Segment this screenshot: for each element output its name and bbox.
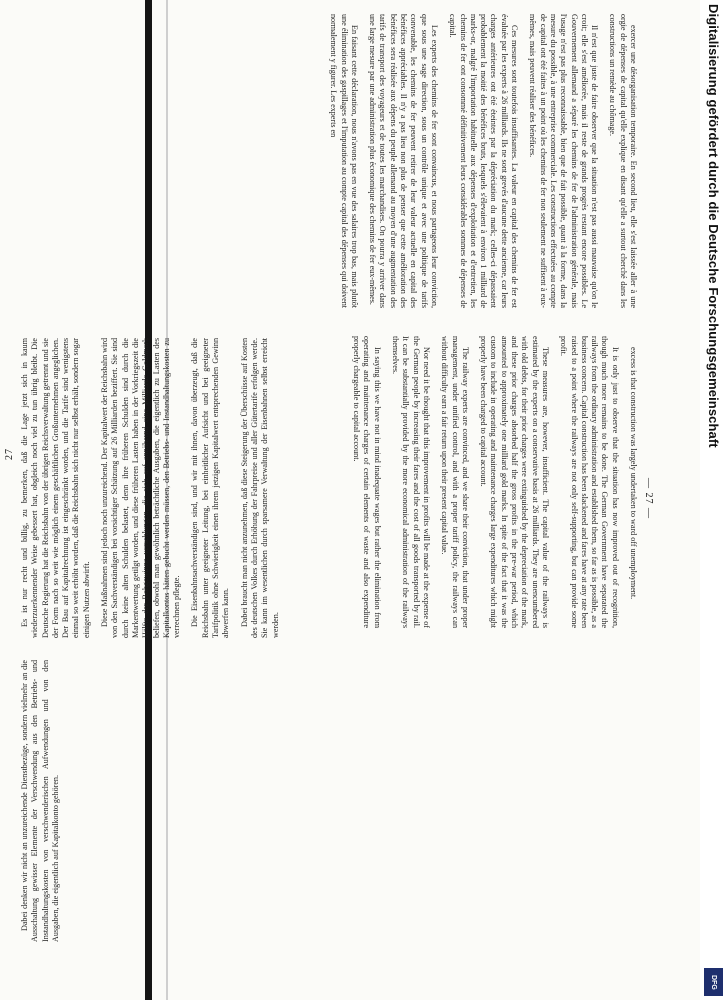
english-paragraph: Nor need it be thought that this improvement in profits will be made at the expense of the German people by increasing their fares and the cost of all goods transported by rail. It can be substantially provided by the more economical administration of the railways themselves. [391,336,431,628]
english-paragraph: excess is that construction was largely undertaken to ward off unemployment. [629,347,638,600]
french-paragraph: Les experts des chemins de fer sont convaincus, et nous partageons leur conviction, que sous une sage direction, sous un contrôle unique et avec une politique de tarifs convenable, les chemins de fer peuvent retirer de leur valeur actuelle en capital des bénéfices appréciables. Il n'y a pas lieu non plus de penser que cette amélioration des bénéfices sera réalisée aux dépens du peuple allemand au moyen d'une augmentation des tarifs de transport des voyageurs et de toutes les marchandises. On pourra y arriver dans une large mesure par une administration plus économique des chemins de fer eux-mêmes. [368,14,439,308]
french-paragraph: exercer une désorganisation temporaire. En second lieu, elle s'est laissée aller à une orgie de dépenses de capital qu'elle explique en disant qu'elle a surtout cherché dans les constructions un remède au chômage. [608,14,638,308]
german-left-column [20,660,140,942]
german-right-column [20,338,280,638]
digitization-credit-sidebar [700,0,727,1000]
page-number-top: — 27 — [643,478,654,519]
german-paragraph: Diese Maßnahmen sind jedoch noch unzureichend. Der Kapitalwert der Reichsbahn wird von den Sachverständigen bei vorsichtiger Schätzung auf 26 Milliarden beziffert. Sie sind durch keine alten Schulden belastet, denn ihre früheren Schulden sind durch die Markentwertung getilgt worden, und diese früheren Lasten haben in der Vorkriegszeit die Hälfte der Rohgewinne verschlungen, die sich auf annähernd eine Milliarde Goldmark beliefen, obwohl man gewöhnlich beträchtliche Ausgaben, die eigentlich zu Lasten des Kapitalkontos hätten gebucht werden müssen, den Betriebs- und Instandhaltungskosten zu verrechnen pflegte. [100,338,182,638]
credit-text: Digitalisierung gefördert durch die Deutsche Forschungsgemeinschaft [706,4,721,448]
german-paragraph: Die Eisenbahnsachverständigen sind, und wir mit ihnen, davon überzeugt, daß die Reichsbahn unter geeigneter Leitung, bei einheitlicher Aufsicht und bei geeigneter Tarifpolitik ohne Schwierigkeit einen ihrem jetzigen Kapitalwert entsprechenden Gewinn abwerfen kann. [190,338,231,638]
dfg-logo: DFG [704,968,723,996]
french-paragraph: Il n'est que juste de faire observer que la situation n'est pas aussi mauvaise qu'on le croit; elle s'est améliorée, mais il reste de grands progrès restant encore possibles. Le Gouvernement allemand a séparé les chemins de fer de l'administration générale, mais l'usage n'est pas plus reconnaissable, bien que de fait possible, quant à la forme, dans la mesure du possible, à une entreprise commerciale. Les constructions effectuées au compte de capital ont été faites à un point où les chemins de fer non seulement ne suffisent à eux-mêmes, mais peuvent réaliser des bénéfices. [528,14,600,308]
french-paragraph: Ces mesures sont toutefois insuffisantes. La valeur en capital des chemins de fer est évaluée par les experts à 26 milliards. Ils ne sont grevés d'aucune dette ancienne, car leurs charges antérieures ont été éteintes par la dépréciation du mark; celles-ci dépassaient probablement la moitié des bénéfices bruts, lesquels s'élevaient à environ 1 milliard de marks-or, malgré l'importation habituelle aux dépenses d'exploitation et d'entretien, les chemins de fer ont consommé définitivement leurs considérables sommes de dépenses de capital. [448,14,520,308]
french-text-column [168,14,638,308]
english-paragraph: It is only just to observe that the situation has now improved out of recognition, though much more remains to be done. The German Government have separated the railways from the ordinary administration and established them, so far as is possible, as a business concern. Capital construction has been slackened and fares have at any rate been raised to a point where the railways are not only self-supporting, but can provide some profit. [559,336,620,628]
english-paragraph: The railway experts are convinced, and we share their conviction, that under proper management, under unified control, and with a proper tariff policy, the railways can without difficulty earn a fair return upon their present capital value. [440,336,470,628]
page-number-bottom: 27 [4,448,15,460]
german-paragraph: Es ist nur recht und billig, zu bemerken, daß die Lage jetzt sich in kaum wiederzuerkennender Weise gebessert hat, obgleich noch viel zu tun übrig bleibt. Die Deutsche Regierung hat die Reichsbahn von der übrigen Reichsverwaltung getrennt und sie der Form nach so weit wie möglich einem geschäftlichen Großunternehmen angeglichen. Der Bau auf Kapitalrechnung ist eingeschränkt worden, und die Tarife sind wenigstens einmal so weit erhöht worden, daß die Reichsbahn sich nicht nur selbst erhält, sondern sogar einigen Nutzen abwirft. [20,338,91,638]
english-paragraph: In saying this we have not in mind inadequate wages but rather the elimination from operating and maintenance charges of certain elements of waste and also expenditure properly chargeable to capital account. [352,336,382,628]
english-text-column [168,336,638,628]
german-paragraph: Dabei braucht man nicht anzunehmen, daß diese Steigerung der Überschüsse auf Kosten des deutschen Volkes durch Erhöhung der Fahrpreise und aller Gütertarife erfolgen werde. Sie kann im wesentlichen durch sparsamere Verwaltung der Eisenbahnen selbst erreicht werden. [239,338,280,638]
german-upside-down-block [0,0,280,1000]
english-paragraph: These measures are, however, insufficient. The capital value of the railways is estimated by the experts on a conservative basis at 26 milliards. They are unencumbered with old debts, for their prior charges were extinguished by the depreciation of the mark, and these prior charges absorbed half the gross profits in the pre-war period, which amounted to approximately one milliard gold marks. In spite of the fact that it was the custom to include in operating and maintenance charges large expenditures which might properly have been charged to capital account. [479,336,550,628]
german-paragraph: Dabei denken wir nicht an unzureichende Dienstbezüge, sondern vielmehr an die Ausschaltung gewisser Elemente der Verschwendung aus den Betriebs- und Instandhaltungskosten von verschwenderischen Aufwendungen und von den Ausgaben, die eigentlich auf Kapitalkonto gehören. [20,660,60,942]
french-paragraph: En faisant cette déclaration, nous n'avons pas en vue des salaires trop bas, mais plutôt une élimination des gaspillages et l'imputation au compte capital des dépenses qui doivent normalement y figurer. Les experts en [329,14,359,308]
